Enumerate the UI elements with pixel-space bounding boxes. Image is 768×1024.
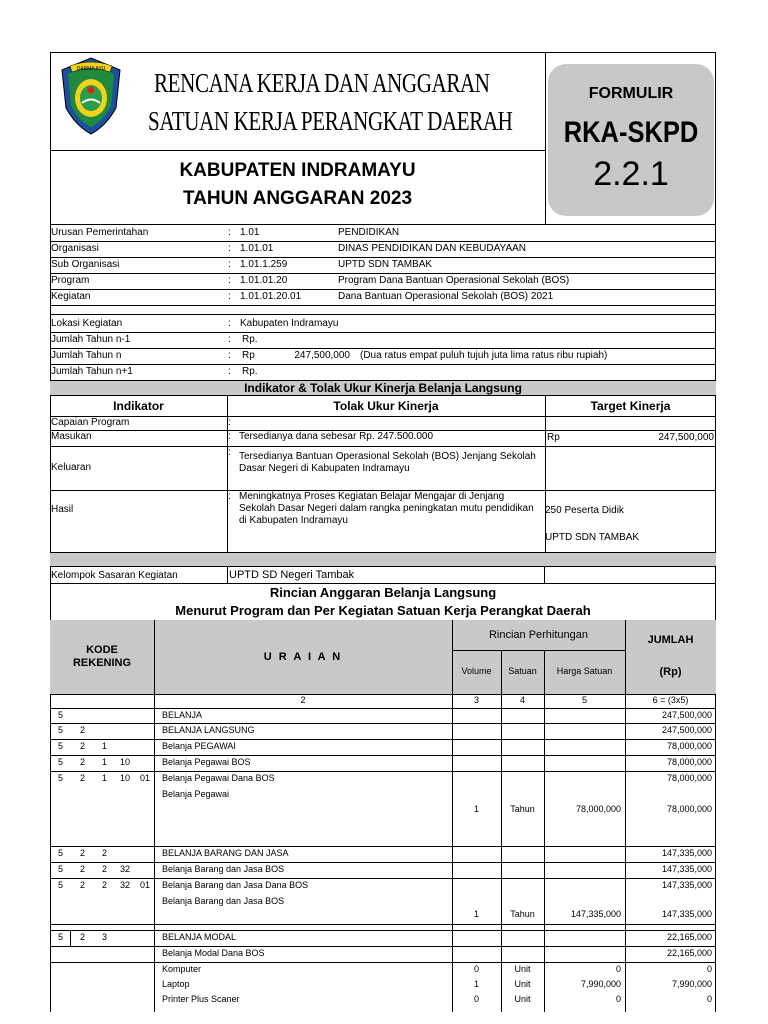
uraian-cell: Belanja Modal Dana BOS [162,948,265,958]
uraian-cell: Belanja Pegawai [162,789,230,799]
num-jumlah: 6 = (3x5) [652,695,689,705]
col-target-kinerja: Target Kinerja [590,399,671,413]
lokasi-value: Kabupaten Indramayu [240,318,339,329]
jumlah-label: Jumlah Tahun n+1 [51,366,133,377]
satuan-cell: Tahun [510,909,535,919]
indikator-tolak: Tersedianya Bantuan Operasional Sekolah (BOS) Jenjang Sekolah Dasar Negeri di Kabupaten Indramayu [239,451,536,474]
info-code: 1.01.01.20.01 [240,291,302,302]
kode-header-1: KODE [86,644,118,656]
info-value: Program Dana Bantuan Operasional Sekolah (BOS) [338,275,570,286]
kode-segment: 1 [102,741,108,751]
satuan-cell: Unit [514,979,531,989]
info-rule [50,332,716,333]
info-value: UPTD SDN TAMBAK [338,259,433,270]
rincian-title-1: Rincian Anggaran Belanja Langsung [269,585,497,600]
kode-segment: 3 [102,932,108,942]
info-code: 1.01.01 [240,243,274,254]
kode-segment: 5 [58,773,64,783]
info-rule [50,305,716,306]
rincian-title-2: Menurut Program dan Per Kegiatan Satuan Kerja Perangkat Daerah [175,603,591,618]
uraian-cell: Printer Plus Scaner [162,994,240,1004]
info-value: DINAS PENDIDIKAN DAN KEBUDAYAAN [338,243,527,254]
satuan-header: Satuan [508,666,537,676]
kode-segment: 1 [102,773,108,783]
kode-segment: 2 [80,848,86,858]
uraian-cell: Belanja PEGAWAI [162,741,236,751]
region-title: KABUPATEN INDRAMAYU [179,160,416,181]
info-label: Kegiatan [51,291,91,302]
info-rule [50,364,716,365]
kode-header-2: REKENING [72,657,132,669]
uraian-cell: Belanja Pegawai BOS [162,757,251,767]
kode-segment: 32 [120,880,131,890]
volume-cell: 1 [473,909,479,919]
jumlah-cell: 247,500,000 [661,725,712,735]
table-row [50,862,716,878]
kode-segment: 5 [58,880,64,890]
sasaran-label: Kelompok Sasaran Kegiatan [51,570,178,581]
info-separator: : [228,291,231,302]
indikator-target-right: 247,500,000 [658,432,714,443]
jumlah-label: Jumlah Tahun n [51,350,122,361]
table-row [50,946,716,962]
table-row [50,962,716,977]
volume-cell: 1 [473,804,479,814]
table-row [50,930,716,946]
indikator-separator: : [228,447,231,458]
year-title: TAHUN ANGGARAN 2023 [182,188,413,209]
jumlah-cell: 147,335,000 [661,880,712,890]
uraian-cell: Belanja Barang dan Jasa BOS [162,864,285,874]
kode-box-rule [70,930,71,946]
info-label: Program [51,275,90,286]
kode-segment: 5 [58,710,64,720]
jumlah-cell: 147,335,000 [661,864,712,874]
num-uraian: 2 [300,695,306,705]
kode-segment: 1 [102,757,108,767]
jumlah-cell: 78,000,000 [666,741,712,751]
kode-segment: 2 [80,741,86,751]
jumlah-cell: 0 [706,994,712,1004]
indikator-name: Hasil [51,504,74,515]
num-volume: 3 [473,695,479,705]
indikator-target-left: 250 Peserta Didik [545,505,624,516]
kode-segment: 2 [80,864,86,874]
indikator-separator: : [228,431,231,442]
jumlah-separator: : [228,366,231,377]
uraian-cell: BELANJA MODAL [162,932,237,942]
table-row [50,723,716,739]
info-rule [50,257,716,258]
form-number: 2.2.1 [593,155,669,193]
kode-segment: 5 [58,725,64,735]
info-value: PENDIDIKAN [338,227,400,238]
harga-cell: 147,335,000 [570,909,621,919]
info-label: Sub Organisasi [51,259,120,270]
harga-header: Harga Satuan [556,666,613,676]
harga-cell: 0 [615,994,621,1004]
info-separator: : [228,227,231,238]
col-indikator: Indikator [113,399,164,413]
info-code: 1.01 [240,227,260,238]
jumlah-prefix: Rp. [242,366,258,377]
info-rule [50,314,716,315]
indikator-name: Masukan [51,431,92,442]
kode-segment: 5 [58,741,64,751]
separator-band [50,552,716,567]
volume-cell: 1 [473,979,479,989]
jumlah-amount: 247,500,000 [294,350,350,361]
table-row [50,846,716,862]
indikator-name: Capaian Program [51,417,130,428]
uraian-cell: Belanja Pegawai Dana BOS [162,773,275,783]
rka-skpd-sheet [50,52,716,1012]
kode-segment: 10 [120,773,131,783]
table-row [50,977,716,992]
uraian-cell: Belanja Barang dan Jasa BOS [162,896,285,906]
jumlah-words: (Dua ratus empat puluh tujuh juta lima ratus ribu rupiah) [360,350,608,361]
info-separator: : [228,259,231,270]
kode-segment: 2 [80,725,86,735]
harga-cell: 78,000,000 [575,804,621,814]
jumlah-header-2: (Rp) [659,666,682,678]
lokasi-separator: : [228,318,231,329]
table-row [50,787,716,846]
indikator-tolak: Tersedianya dana sebesar Rp. 247.500.000 [239,431,434,442]
jumlah-header-1: JUMLAH [647,634,694,646]
indikator-target-left: Rp [547,432,560,443]
harga-cell: 0 [615,964,621,974]
kode-segment: 01 [140,880,151,890]
uraian-cell: Komputer [162,964,202,974]
info-rule [50,289,716,290]
kode-segment: 2 [80,880,86,890]
info-code: 1.01.1.259 [240,259,288,270]
kode-segment: 2 [102,880,108,890]
table-row [50,771,716,787]
uraian-header: U R A I A N [263,651,343,663]
indikator-name: Keluaran [51,462,92,473]
info-rule [50,348,716,349]
logo-ribbon-text: DARMA AYU [76,66,106,72]
indramayu-logo [56,56,126,136]
uraian-cell: Laptop [162,979,190,989]
uraian-cell: BELANJA [162,710,203,720]
title-line-2: SATUAN KERJA PERANGKAT DAERAH [148,106,513,136]
jumlah-cell: 147,335,000 [661,848,712,858]
volume-header: Volume [461,666,492,676]
kode-segment: 2 [102,864,108,874]
jumlah-label: Jumlah Tahun n-1 [51,334,131,345]
jumlah-cell: 78,000,000 [666,804,712,814]
table-rule [50,924,716,925]
info-separator: : [228,243,231,254]
jumlah-prefix: Rp [242,350,255,361]
jumlah-cell: 22,165,000 [666,932,712,942]
jumlah-separator: : [228,334,231,345]
jumlah-cell: 7,990,000 [671,979,712,989]
kode-segment: 2 [80,932,86,942]
num-harga: 5 [581,695,587,705]
uraian-cell: BELANJA LANGSUNG [162,725,255,735]
info-separator: : [228,275,231,286]
jumlah-cell: 22,165,000 [666,948,712,958]
sasaran-value: UPTD SD Negeri Tambak [229,569,355,581]
jumlah-prefix: Rp. [242,334,258,345]
kode-segment: 32 [120,864,131,874]
info-rule [50,273,716,274]
table-row [50,739,716,755]
lokasi-label: Lokasi Kegiatan [51,318,123,329]
kode-segment: 01 [140,773,151,783]
info-code: 1.01.01.20 [240,275,288,286]
info-rule [50,241,716,242]
info-value: Dana Bantuan Operasional Sekolah (BOS) 2021 [338,291,554,302]
form-label: FORMULIR [588,85,674,102]
satuan-cell: Unit [514,964,531,974]
kode-segment: 2 [102,848,108,858]
col-tolak-ukur: Tolak Ukur Kinerja [333,399,439,413]
uraian-cell: BELANJA BARANG DAN JASA [162,848,289,858]
volume-cell: 0 [473,964,479,974]
table-row [50,878,716,894]
kode-segment: 5 [58,932,64,942]
info-label: Organisasi [51,243,99,254]
indikator-separator: : [228,491,231,502]
jumlah-cell: 247,500,000 [661,710,712,720]
table-row [50,708,716,723]
rincian-perhitungan-header: Rincian Perhitungan [488,629,589,641]
uraian-cell: Belanja Barang dan Jasa Dana BOS [162,880,309,890]
satuan-cell: Tahun [510,804,535,814]
num-satuan: 4 [519,695,525,705]
kode-segment: 5 [58,848,64,858]
indikator-section-title: Indikator & Tolak Ukur Kinerja Belanja Langsung [244,381,522,395]
form-code: RKA-SKPD [563,116,699,149]
jumlah-cell: 0 [706,964,712,974]
kode-segment: 5 [58,757,64,767]
indikator-rule [50,446,716,447]
kode-segment: 5 [58,864,64,874]
table-row [50,894,716,924]
jumlah-cell: 147,335,000 [661,909,712,919]
jumlah-cell: 78,000,000 [666,757,712,767]
indikator-tolak: Meningkatnya Proses Kegiatan Belajar Mengajar di Jenjang Sekolah Dasar Negeri dalam rangka peningkatan mutu pendidikan di Kabupaten Indramayu [239,491,534,526]
harga-cell: 7,990,000 [580,979,621,989]
info-label: Urusan Pemerintahan [51,227,149,238]
indikator-target-right: UPTD SDN TAMBAK [545,532,640,543]
kode-segment: 10 [120,757,131,767]
jumlah-cell: 78,000,000 [666,773,712,783]
table-row [50,755,716,771]
kode-segment: 2 [80,757,86,767]
table-row [50,992,716,1007]
jumlah-separator: : [228,350,231,361]
volume-cell: 0 [473,994,479,1004]
satuan-cell: Unit [514,994,531,1004]
title-line-1: RENCANA KERJA DAN ANGGARAN [154,68,490,98]
indikator-separator: : [228,417,231,428]
kode-segment: 2 [80,773,86,783]
